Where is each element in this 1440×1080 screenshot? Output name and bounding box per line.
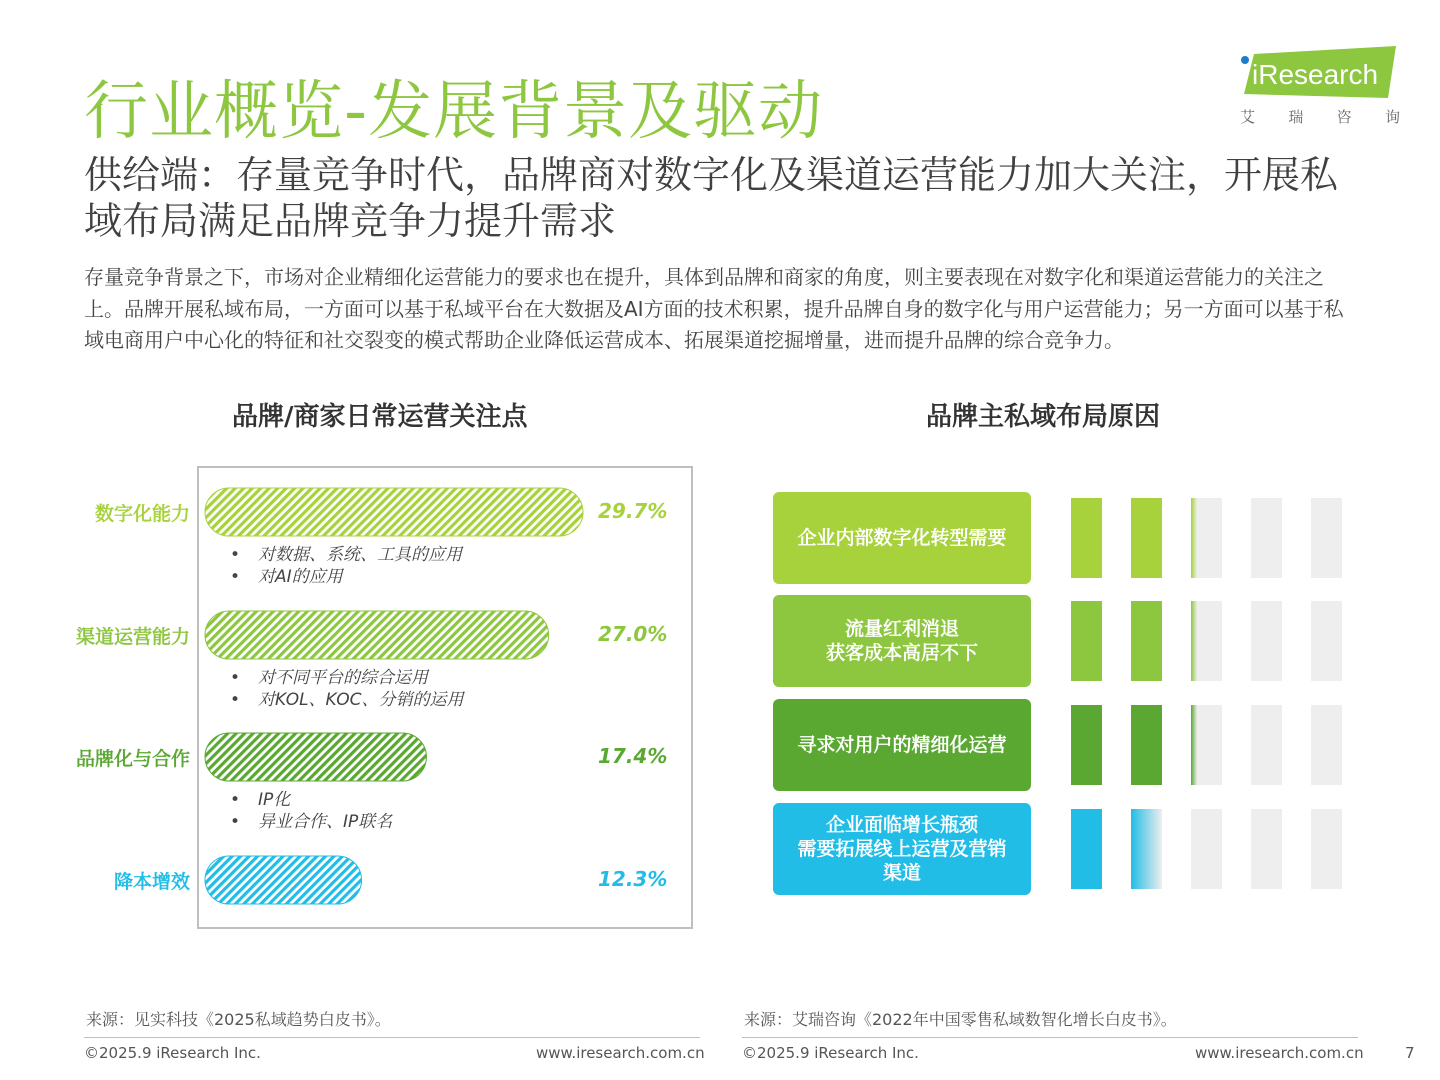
category-label: 渠道运营能力 — [75, 626, 190, 648]
left-source-note: 来源：见实科技《2025私域趋势白皮书》。 — [86, 1010, 391, 1029]
level-strip-fill — [1131, 809, 1162, 889]
level-strip-fill — [1191, 705, 1222, 785]
level-strip-fill — [1071, 498, 1102, 578]
level-strip-bg — [1311, 809, 1342, 889]
right-divider — [742, 1037, 1358, 1038]
level-strip-fill — [1071, 809, 1102, 889]
note-item: • 对KOL、KOC、分销的运用 — [230, 689, 464, 711]
note-item: • 异业合作、IP联名 — [230, 811, 392, 833]
note-item: • 对不同平台的综合运用 — [230, 667, 464, 689]
intro-paragraph: 存量竞争背景之下，市场对企业精细化运营能力的要求也在提升，具体到品牌和商家的角度，则主要表现在对数字化和渠道运营能力的关注之上。品牌开展私域布局，一方面可以基于私域平台在大数据及AI方面的技术积累，提升品牌自身的数字化与用户运营能力；另一方面可以基于私域电商用户中心化的特征和社交裂变的模式帮助企业降低运营成本、拓展渠道挖掘增量，进而提升品牌的综合竞争力。 — [84, 265, 1344, 352]
page-number: 7 — [1405, 1044, 1415, 1062]
reason-box: 流量红利消退 获客成本高居不下 — [773, 595, 1031, 687]
note-item: • 对数据、系统、工具的应用 — [230, 544, 462, 566]
level-strip-fill — [1131, 705, 1162, 785]
level-strip-bg — [1251, 601, 1282, 681]
level-strip-fill — [1191, 601, 1222, 681]
right-source-note: 来源：艾瑞咨询《2022年中国零售私域数智化增长白皮书》。 — [744, 1010, 1177, 1029]
category-label: 降本增效 — [113, 871, 190, 893]
left-divider — [84, 1037, 700, 1038]
left-copyright: ©2025.9 iResearch Inc. — [84, 1044, 261, 1062]
level-strip-bg — [1311, 705, 1342, 785]
level-strip-bg — [1251, 705, 1282, 785]
right-chart-title: 品牌主私域布局原因 — [926, 402, 1161, 432]
level-strip-bg — [1191, 809, 1222, 889]
left-chart-title: 品牌/商家日常运营关注点 — [232, 402, 528, 432]
category-label: 品牌化与合作 — [75, 748, 190, 770]
page-title: 行业概览-发展背景及驱动 — [84, 75, 824, 149]
note-item: • IP化 — [230, 789, 392, 811]
value-label: 12.3% — [598, 867, 668, 891]
value-label: 27.0% — [598, 622, 668, 646]
logo-cn-text: 艾 瑞 咨 询 — [1240, 108, 1400, 126]
page-subtitle: 供给端：存量竞争时代，品牌商对数字化及渠道运营能力加大关注，开展私域布局满足品牌竞争力提升需求 — [84, 153, 1339, 243]
level-strip-fill — [1131, 498, 1162, 578]
value-label: 17.4% — [598, 744, 668, 768]
category-label: 数字化能力 — [94, 503, 190, 525]
reason-box: 企业内部数字化转型需要 — [773, 492, 1031, 584]
value-label: 29.7% — [598, 499, 668, 523]
level-strip-bg — [1311, 498, 1342, 578]
level-strip-bg — [1251, 498, 1282, 578]
level-strip-fill — [1131, 601, 1162, 681]
reason-box: 寻求对用户的精细化运营 — [773, 699, 1031, 791]
level-strip-bg — [1311, 601, 1342, 681]
level-strip-fill — [1071, 601, 1102, 681]
left-website-link[interactable]: www.iresearch.com.cn — [536, 1044, 705, 1062]
logo-text: iResearch — [1252, 59, 1379, 90]
reason-box: 企业面临增长瓶颈 需要拓展线上运营及营销 渠道 — [773, 803, 1031, 895]
right-website-link[interactable]: www.iresearch.com.cn — [1195, 1044, 1364, 1062]
level-strip-bg — [1251, 809, 1282, 889]
level-strip-fill — [1191, 498, 1222, 578]
note-item: • 对AI的应用 — [230, 566, 462, 588]
right-copyright: ©2025.9 iResearch Inc. — [742, 1044, 919, 1062]
level-strip-fill — [1071, 705, 1102, 785]
